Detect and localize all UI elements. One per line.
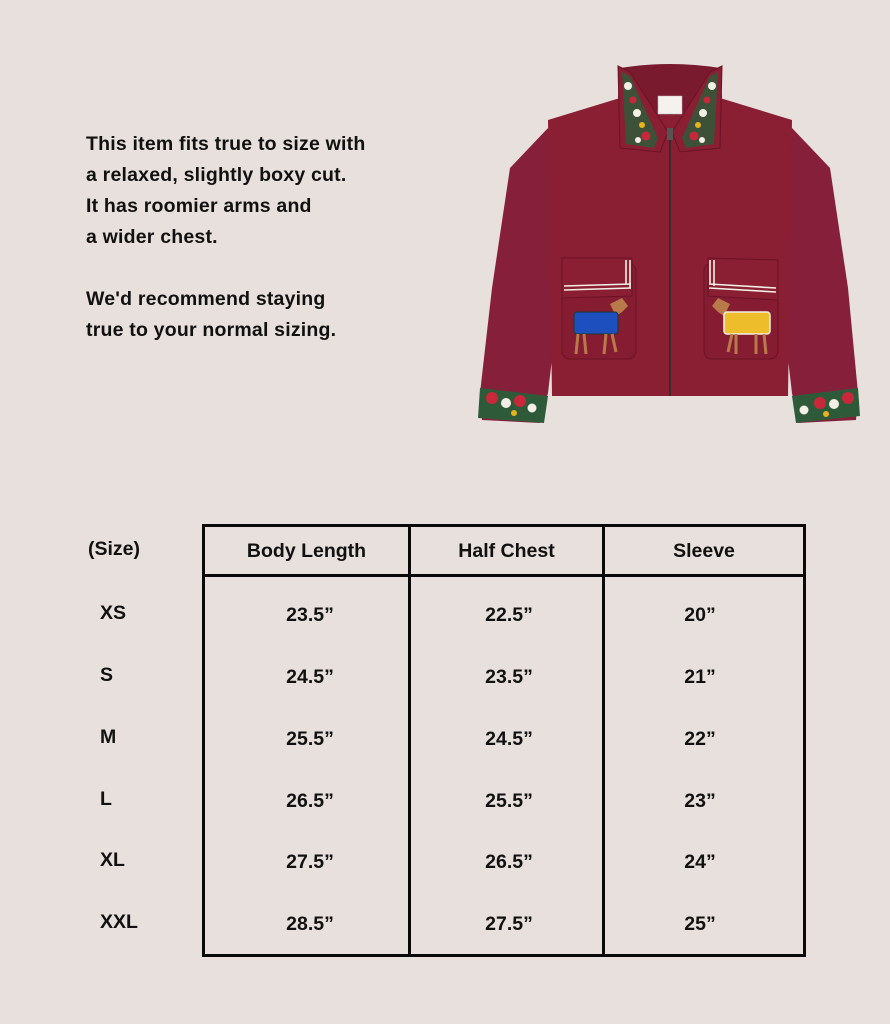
right-pocket	[704, 258, 778, 359]
size-chart-table	[202, 524, 806, 957]
fit-line: This item fits true to size with	[86, 133, 366, 155]
cell-sleeve: 25”	[684, 913, 716, 935]
column-header-half-chest: Half Chest	[458, 540, 555, 562]
column-header-sleeve: Sleeve	[673, 540, 735, 562]
size-label-l: L	[100, 788, 112, 810]
cell-half-chest: 26.5”	[485, 851, 533, 873]
cell-sleeve: 20”	[684, 604, 716, 626]
cell-body-length: 23.5”	[286, 604, 334, 626]
fit-description	[86, 129, 426, 346]
cell-sleeve: 21”	[684, 666, 716, 688]
paragraph-spacer	[86, 253, 426, 284]
left-pocket	[562, 258, 636, 359]
size-label-xl: XL	[100, 849, 125, 871]
cell-body-length: 24.5”	[286, 666, 334, 688]
cell-sleeve: 24”	[684, 851, 716, 873]
cell-sleeve: 22”	[684, 728, 716, 750]
recommendation-line: true to your normal sizing.	[86, 319, 337, 341]
cell-half-chest: 22.5”	[485, 604, 533, 626]
size-label-m: M	[100, 726, 117, 748]
size-label-s: S	[100, 664, 114, 686]
fit-line: It has roomier arms and	[86, 195, 312, 217]
fit-line: a wider chest.	[86, 226, 218, 248]
size-label-xs: XS	[100, 602, 127, 624]
cell-body-length: 26.5”	[286, 790, 334, 812]
size-column-header: (Size)	[88, 538, 141, 560]
column-header-body-length: Body Length	[246, 540, 367, 562]
cell-half-chest: 25.5”	[485, 790, 533, 812]
product-image-jacket	[470, 58, 870, 433]
cell-half-chest: 24.5”	[485, 728, 533, 750]
cell-half-chest: 23.5”	[485, 666, 533, 688]
cell-body-length: 25.5”	[286, 728, 334, 750]
fit-line: a relaxed, slightly boxy cut.	[86, 164, 347, 186]
size-label-xxl: XXL	[100, 911, 138, 933]
cell-half-chest: 27.5”	[485, 913, 533, 935]
recommendation-line: We'd recommend staying	[86, 288, 326, 310]
cell-sleeve: 23”	[684, 790, 716, 812]
cell-body-length: 28.5”	[286, 913, 334, 935]
header-divider	[205, 574, 803, 577]
cell-body-length: 27.5”	[286, 851, 334, 873]
